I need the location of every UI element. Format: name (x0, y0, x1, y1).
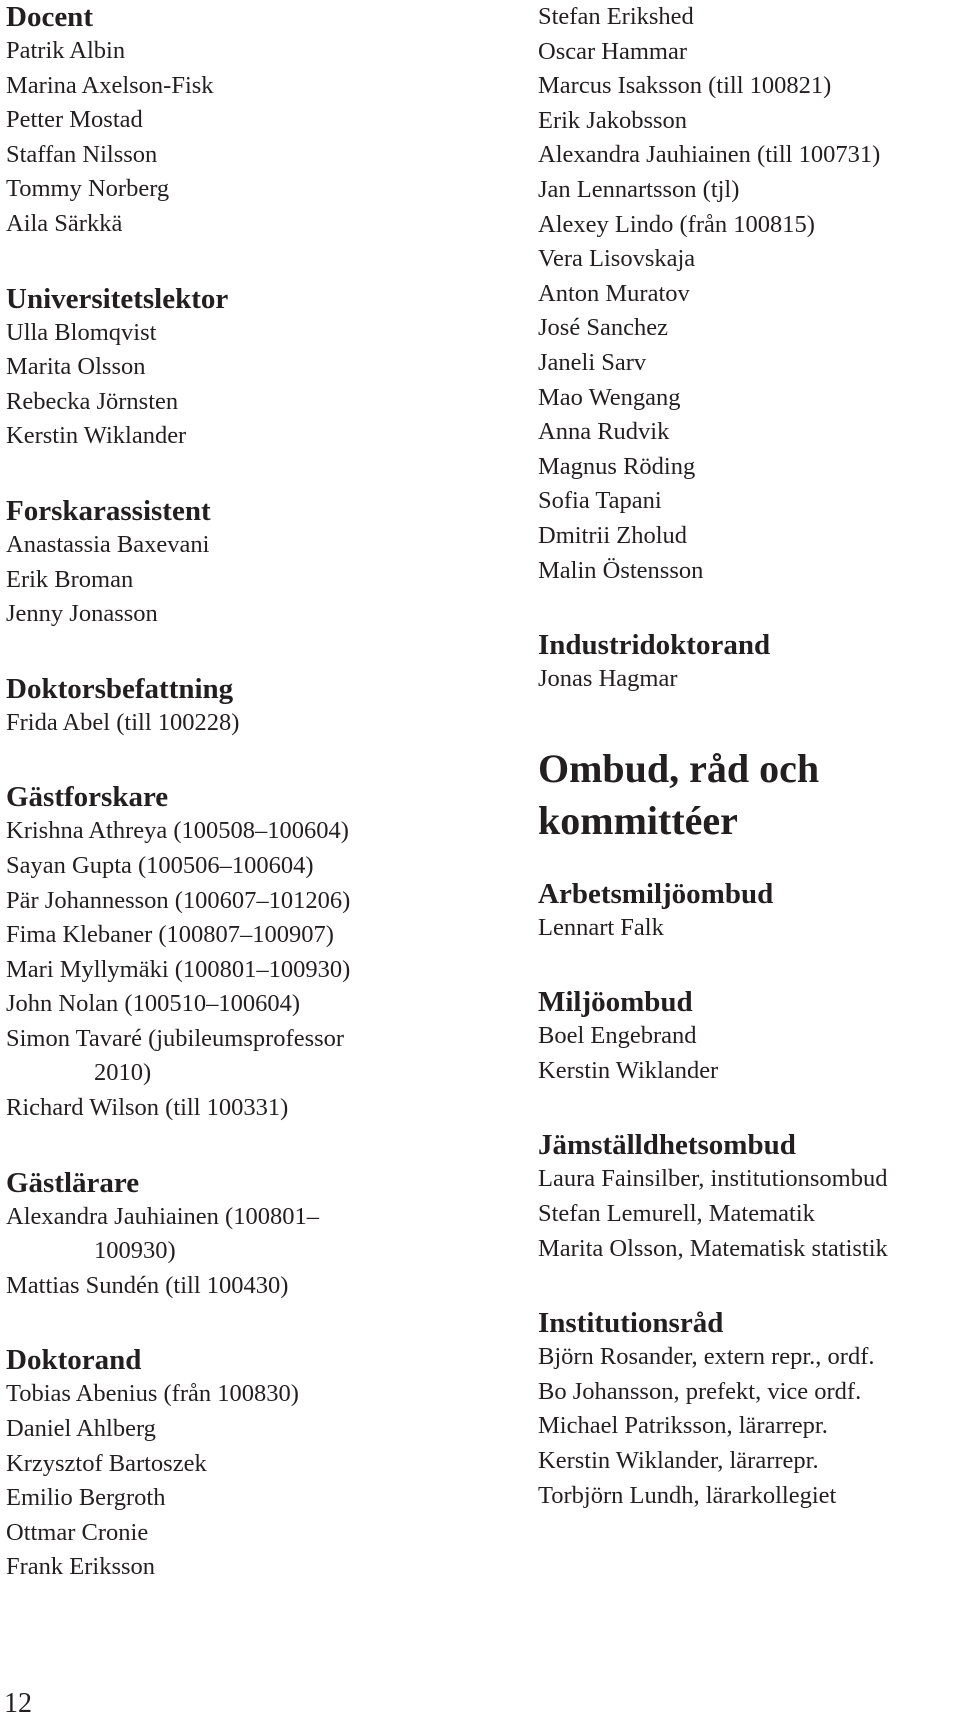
list-item: Laura Fainsilber, institutionsombud (538, 1165, 888, 1193)
list-item: Rebecka Jörnsten (6, 387, 179, 415)
list-item: Michael Patriksson, lärarrepr. (538, 1412, 828, 1440)
list-item: Sofia Tapani (538, 487, 662, 515)
list-item: Erik Jakobsson (538, 106, 688, 134)
list-item: Marita Olsson, Matematisk statistik (538, 1234, 888, 1262)
list-item: Fima Klebaner (100807–100907) (6, 921, 334, 949)
list-item: Mari Myllymäki (100801–100930) (6, 955, 351, 983)
section-heading: Miljöombud (538, 986, 693, 1019)
page-number: 12 (4, 1688, 32, 1719)
list-item: Richard Wilson (till 100331) (6, 1094, 289, 1122)
list-item: Kerstin Wiklander (538, 1056, 719, 1084)
list-item (6, 1200, 526, 1269)
entry-list (538, 662, 958, 697)
entry-list (6, 1200, 526, 1304)
list-item: Daniel Ahlberg (6, 1415, 156, 1443)
list-item: Lennart Falk (538, 913, 664, 941)
list-item: Petter Mostad (6, 106, 143, 134)
left-column (6, 0, 526, 1585)
section-heading: Gästforskare (6, 781, 169, 814)
right-column (538, 0, 958, 1513)
list-item: Tobias Abenius (från 100830) (6, 1380, 299, 1408)
list-item: John Nolan (100510–100604) (6, 990, 300, 1018)
list-item: Marina Axelson-Fisk (6, 71, 214, 99)
list-item: Marcus Isaksson (till 100821) (538, 72, 832, 100)
list-item: Oscar Hammar (538, 37, 687, 65)
list-item: Malin Östensson (538, 556, 704, 584)
list-item: Mao Wengang (538, 383, 681, 411)
list-item: Mattias Sundén (till 100430) (6, 1271, 289, 1299)
entry-list (6, 34, 526, 242)
entry-list (6, 316, 526, 454)
section-heading: Institutionsråd (538, 1307, 724, 1340)
section-miljoombud (538, 985, 958, 1088)
section-heading: Forskarassistent (6, 494, 211, 527)
entry-list (538, 1340, 958, 1513)
entry-text: Simon Tavaré (jubileumsprofessor (6, 1024, 345, 1052)
list-item: Janeli Sarv (538, 348, 647, 376)
section-heading: Jämställdhetsombud (538, 1129, 796, 1162)
list-item: Torbjörn Lundh, lärarkollegiet (538, 1481, 837, 1509)
section-forskarassistent (6, 494, 526, 632)
list-item: Pär Johannesson (100607–101206) (6, 886, 351, 914)
list-item: Ulla Blomqvist (6, 318, 157, 346)
section-universitetslektor (6, 282, 526, 454)
list-item (6, 1022, 526, 1091)
list-item: Aila Särkkä (6, 209, 123, 237)
section-heading: Universitetslektor (6, 282, 229, 315)
section-heading: Industridoktorand (538, 629, 771, 662)
section-institutionsrad (538, 1306, 958, 1513)
list-item: Kerstin Wiklander (6, 422, 187, 450)
entry-text: Alexandra Jauhiainen (100801– (6, 1202, 319, 1230)
list-item: Stefan Erikshed (538, 3, 694, 30)
section-heading: Docent (6, 1, 93, 33)
list-item: Sayan Gupta (100506–100604) (6, 851, 314, 879)
list-item: Alexey Lindo (från 100815) (538, 210, 815, 238)
section-gastforskare (6, 780, 526, 1125)
list-item: Erik Broman (6, 565, 134, 593)
list-item: Krzysztof Bartoszek (6, 1449, 207, 1477)
list-item: Krishna Athreya (100508–100604) (6, 817, 349, 845)
section-heading: Doktorsbefattning (6, 672, 234, 705)
section-heading: Doktorand (6, 1344, 142, 1377)
list-item: Anastassia Baxevani (6, 530, 210, 558)
section-industridoktorand (538, 628, 958, 697)
section-arbetsmiljoombud (538, 877, 958, 946)
section-doktorsbefattning (6, 672, 526, 741)
list-item: Emilio Bergroth (6, 1484, 166, 1512)
entry-list (538, 1019, 958, 1088)
list-item: Jonas Hagmar (538, 665, 678, 693)
list-item: Magnus Röding (538, 452, 696, 480)
section-doktorand (6, 1343, 526, 1585)
list-item: Frank Eriksson (6, 1553, 156, 1581)
section-docent (6, 0, 526, 242)
section-heading: Gästlärare (6, 1166, 140, 1199)
section-heading: Arbetsmiljöombud (538, 877, 774, 910)
entry-list (6, 814, 526, 1125)
entry-list (6, 1377, 526, 1585)
list-item: Marita Olsson (6, 353, 146, 381)
list-item: Tommy Norberg (6, 175, 170, 203)
list-item: Anna Rudvik (538, 418, 670, 446)
list-item: Alexandra Jauhiainen (till 100731) (538, 141, 881, 169)
list-item: Björn Rosander, extern repr., ordf. (538, 1343, 875, 1371)
list-item: Boel Engebrand (538, 1022, 697, 1050)
list-item: Ottmar Cronie (6, 1518, 149, 1546)
section-gastlarare (6, 1166, 526, 1304)
list-item: Jenny Jonasson (6, 600, 158, 628)
chapter-heading: Ombud, råd och kommittéer (538, 745, 820, 843)
entry-list (538, 1162, 958, 1266)
list-item: Kerstin Wiklander, lärarrepr. (538, 1447, 819, 1475)
list-item: Staffan Nilsson (6, 140, 158, 168)
list-item: Anton Muratov (538, 279, 690, 307)
list-item: Frida Abel (till 100228) (6, 708, 240, 736)
entry-list (6, 528, 526, 632)
entry-continuation: 100930) (94, 1237, 176, 1265)
entry-list (6, 706, 526, 741)
list-item: Patrik Albin (6, 37, 126, 64)
entry-list (538, 911, 958, 946)
section-jamstalldhetsombud (538, 1128, 958, 1266)
list-item: Jan Lennartsson (tjl) (538, 175, 740, 203)
list-item: Stefan Lemurell, Matematik (538, 1200, 815, 1228)
list-item: Bo Johansson, prefekt, vice ordf. (538, 1377, 862, 1405)
list-item: José Sanchez (538, 314, 668, 342)
list-item: Vera Lisovskaja (538, 245, 696, 273)
doktorand-continued-list (538, 0, 958, 588)
list-item: Dmitrii Zholud (538, 521, 688, 549)
entry-continuation: 2010) (94, 1059, 152, 1087)
